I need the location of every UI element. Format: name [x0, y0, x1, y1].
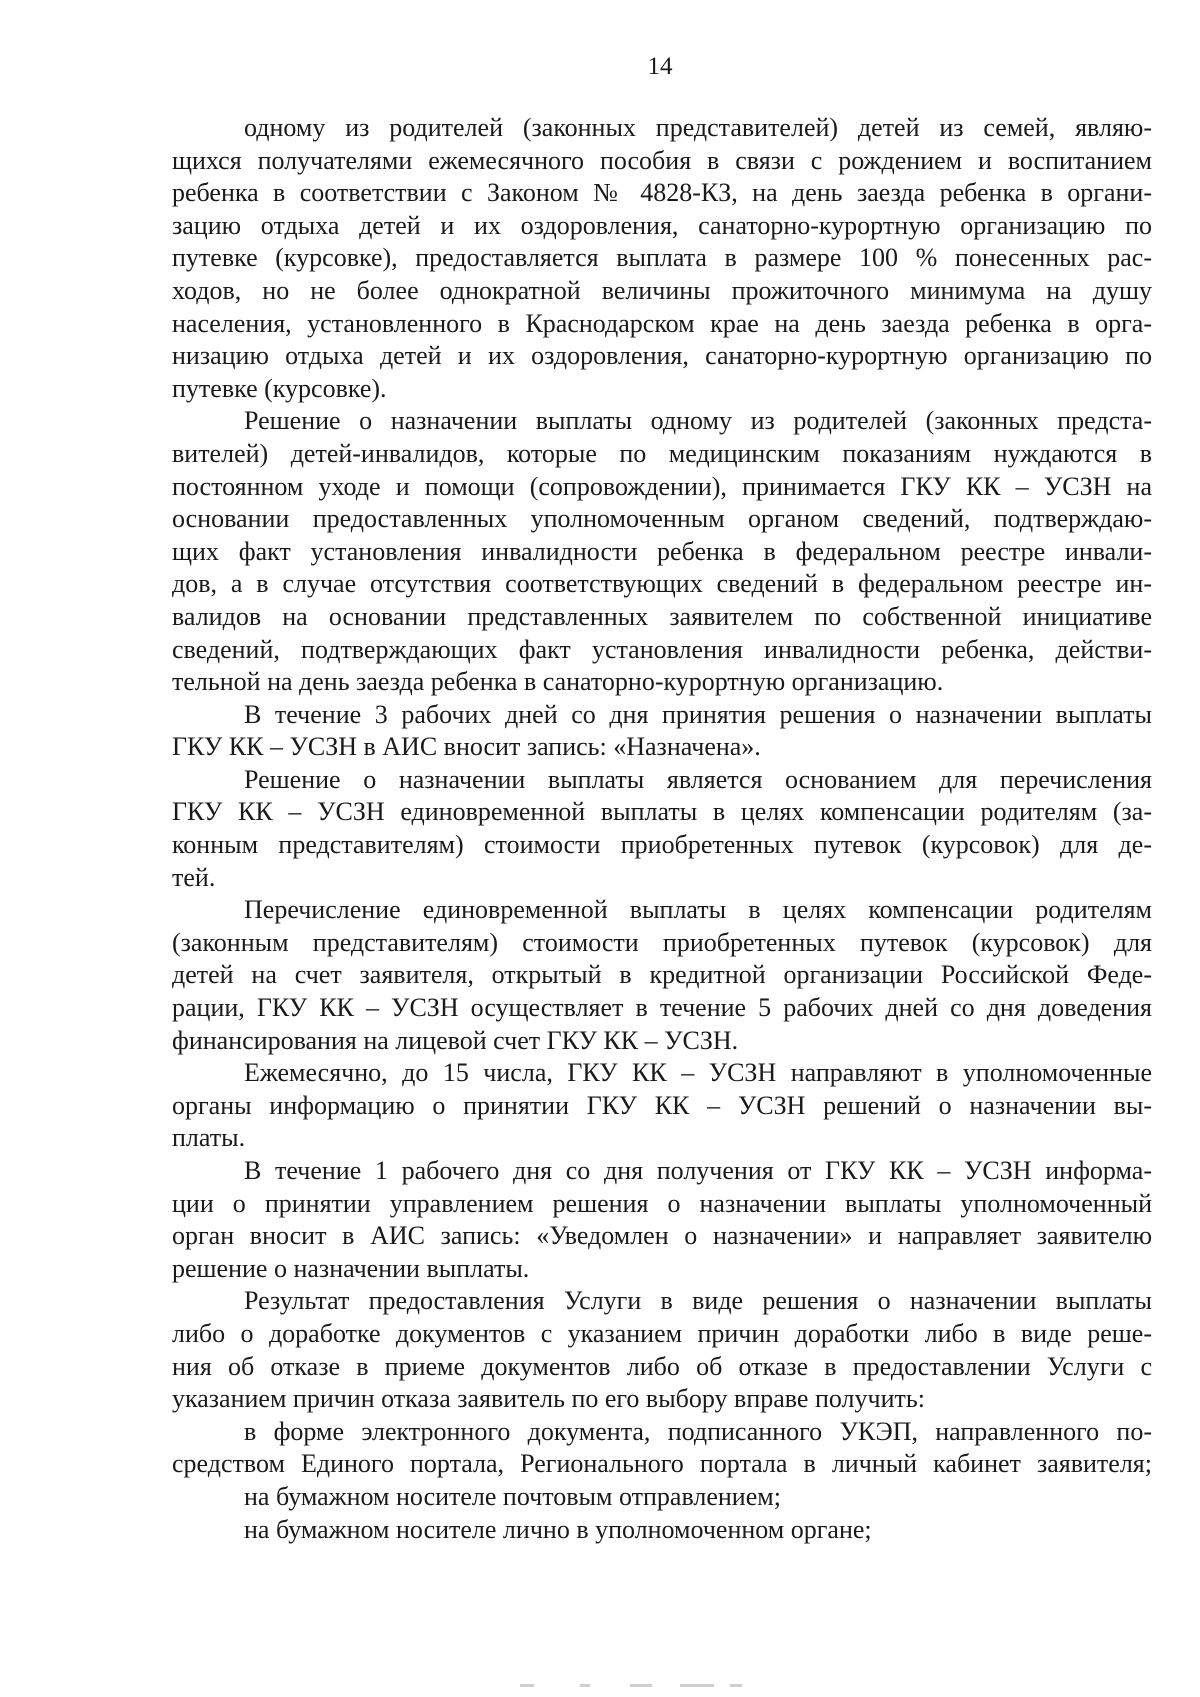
text-line: основании предоставленных уполномоченным органом сведений, подтверждаю- [172, 504, 1152, 534]
text-line: в форме электронного документа, подписанного УКЭП, направленного по- [244, 1416, 1152, 1446]
text-line: Ежемесячно, до 15 числа, ГКУ КК – УСЗН направляют в уполномоченные [244, 1058, 1152, 1088]
text-line: на бумажном носителе лично в уполномоченном органе; [244, 1514, 872, 1544]
text-line: органы информацию о принятии ГКУ КК – УСЗН решений о назначении вы- [172, 1090, 1152, 1120]
text-line: В течение 3 рабочих дней со дня принятия решения о назначении выплаты [244, 699, 1152, 729]
text-line: валидов на основании представленных заявителем по собственной инициативе [172, 601, 1152, 631]
text-line: ходов, но не более однократной величины прожиточного минимума на душу [172, 275, 1152, 305]
text-line: путевке (курсовке), предоставляется выплата в размере 100 % понесенных рас- [172, 243, 1152, 273]
text-line: либо о доработке документов с указанием причин доработки либо в виде реше- [172, 1318, 1152, 1348]
text-line: на бумажном носителе почтовым отправлением; [244, 1481, 781, 1511]
text-line: дов, а в случае отсутствия соответствующих сведений в федеральном реестре ин- [172, 569, 1152, 599]
text-line: средством Единого портала, Регионального портала в личный кабинет заявителя; [172, 1449, 1152, 1479]
document-body [172, 112, 1152, 1546]
text-line: ции о принятии управлением решения о назначении выплаты уполномоченный [172, 1188, 1152, 1218]
text-line: Результат предоставления Услуги в виде решения о назначении выплаты [244, 1286, 1152, 1316]
text-line: зацию отдыха детей и их оздоровления, санаторно-курортную организацию по [172, 210, 1152, 240]
text-line: населения, установленного в Краснодарском крае на день заезда ребенка в орга- [172, 308, 1152, 338]
text-line: ГКУ КК – УСЗН единовременной выплаты в целях компенсации родителям (за- [172, 797, 1152, 827]
text-line: путевке (курсовке). [172, 373, 387, 403]
text-line: детей на счет заявителя, открытый в кредитной организации Российской Феде- [172, 960, 1152, 990]
text-line: низацию отдыха детей и их оздоровления, санаторно-курортную организацию по [172, 341, 1152, 371]
text-line: ГКУ КК – УСЗН в АИС вносит запись: «Назначена». [172, 732, 761, 762]
text-line: В течение 1 рабочего дня со дня получения от ГКУ КК – УСЗН информа- [244, 1156, 1152, 1185]
text-line: щихся получателями ежемесячного пособия в связи с рождением и воспитанием [172, 145, 1152, 175]
text-line: щих факт установления инвалидности ребенка в федеральном реестре инвали- [172, 536, 1152, 566]
text-line: вителей) детей-инвалидов, которые по медицинским показаниям нуждаются в [172, 438, 1152, 468]
text-line: одному из родителей (законных представителей) детей из семей, являю- [244, 113, 1152, 142]
text-line: сведений, подтверждающих факт установления инвалидности ребенка, действи- [172, 634, 1152, 664]
text-line: тей. [172, 862, 216, 892]
text-line: Решение о назначении выплаты является основанием для перечисления [244, 764, 1152, 794]
text-line: Решение о назначении выплаты одному из родителей (законных предста- [244, 406, 1152, 436]
text-line: орган вносит в АИС запись: «Уведомлен о назначении» и направляет заявителю [172, 1221, 1152, 1251]
text-line: (законным представителям) стоимости приобретенных путевок (курсовок) для [172, 927, 1152, 957]
text-line: финансирования на лицевой счет ГКУ КК – УСЗН. [172, 1025, 739, 1055]
text-line: конным представителям) стоимости приобретенных путевок (курсовок) для де- [172, 830, 1152, 860]
text-line: рации, ГКУ КК – УСЗН осуществляет в течение 5 рабочих дней со дня доведения [172, 993, 1152, 1023]
scan-artifact [520, 1684, 800, 1688]
text-line: постоянном уходе и помощи (сопровождении), принимается ГКУ КК – УСЗН на [172, 471, 1152, 501]
text-line: указанием причин отказа заявитель по его выбору вправе получить: [172, 1384, 925, 1414]
text-line: ребенка в соответствии с Законом № 4828-КЗ, на день заезда ребенка в органи- [172, 178, 1152, 208]
text-line: тельной на день заезда ребенка в санаторно-курортную организацию. [172, 667, 944, 697]
text-line: решение о назначении выплаты. [172, 1253, 530, 1283]
text-line: ния об отказе в приеме документов либо об отказе в предоставлении Услуги с [172, 1351, 1152, 1381]
text-line: Перечисление единовременной выплаты в целях компенсации родителям [244, 895, 1152, 925]
text-line: платы. [172, 1123, 246, 1153]
page-number: 14 [647, 53, 673, 80]
